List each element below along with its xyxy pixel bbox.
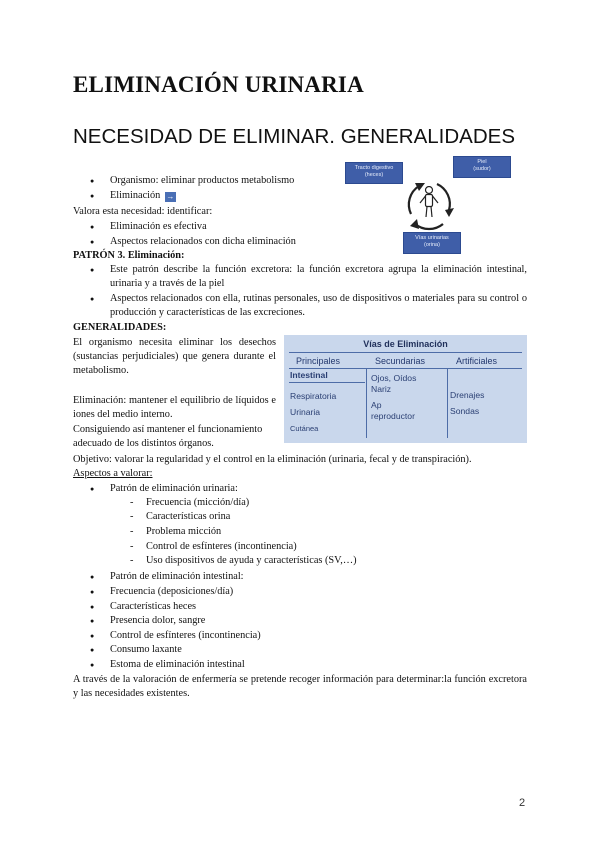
aspecto-bullet: ● Características heces [110, 600, 196, 614]
box-tracto-label: Tracto digestivo [354, 165, 394, 171]
patron-bullet: ● Este patrón describe la función excretora: la función excretora agrupa la eliminación intestinal, urinaria y a través de la piel [110, 263, 527, 291]
table-cell: Cutánea [290, 424, 319, 433]
aspecto-bullet: ● Estoma de eliminación intestinal [110, 658, 245, 672]
valora-bullet: ● Eliminación es efectiva [110, 220, 207, 234]
page-number: 2 [519, 797, 526, 809]
patron-bullet: ● Aspectos relacionados con ella, rutinas personales, uso de dispositivos o materiales para su control o producción y características de las excreciones. [110, 292, 527, 320]
aspecto-subitem: - Control de esfínteres (incontinencia) [146, 540, 297, 554]
table-cell: Respiratoria [290, 391, 337, 401]
box-vias-label: Vías urinarias [415, 235, 449, 241]
table-cell: Sondas [450, 406, 480, 416]
aspecto-bullet: ● Patrón de eliminación intestinal: [110, 570, 244, 584]
conclusion-paragraph: A través de la valoración de enfermería se pretende recoger información para determinar:la función excretora y las necesidades existentes. [73, 674, 527, 699]
table-rule [447, 368, 448, 438]
objetivo-text: Objetivo: valorar la regularidad y el control en la eliminación (urinaria, fecal y de transpiración). [73, 454, 472, 465]
arrow-right-icon: → [166, 192, 175, 201]
aspecto-subitem: - Frecuencia (micción/día) [146, 496, 249, 510]
patron-heading: PATRÓN 3. Eliminación: [73, 250, 185, 261]
table-cell: Ap [371, 400, 382, 410]
aspectos-heading: Aspectos a valorar: [73, 468, 153, 479]
aspecto-bullet: ● Presencia dolor, sangre [110, 614, 205, 628]
table-header: Artificiales [456, 356, 498, 366]
aspecto-bullet: ● Consumo laxante [110, 643, 182, 657]
box-piel-label: Piel [477, 159, 487, 165]
valora-bullet: ● Aspectos relacionados con dicha eliminación [110, 235, 296, 249]
table-cell: Urinaria [290, 407, 321, 417]
elimination-diagram [345, 152, 515, 252]
section-heading: NECESIDAD DE ELIMINAR. GENERALIDADES [73, 125, 515, 148]
table-cell: Intestinal [290, 370, 328, 380]
table-title: Vías de Eliminación [363, 339, 448, 349]
aspecto-subitem: - Problema micción [146, 525, 221, 539]
box-vias-sub: (orina) [424, 242, 440, 248]
table-cell: Nariz [371, 384, 392, 394]
document-title: ELIMINACIÓN URINARIA [73, 72, 364, 97]
generalidades-paragraph: Eliminación: mantener el equilibrio de líquidos e iones del medio interno. [73, 395, 276, 420]
aspecto-bullet: ● Frecuencia (deposiciones/día) [110, 585, 233, 599]
table-cell: Drenajes [450, 390, 485, 400]
box-piel-sub: (sudor) [473, 166, 491, 172]
box-piel [453, 156, 511, 178]
aspecto-subitem: - Características orina [146, 510, 230, 524]
box-tracto-digestivo [345, 162, 403, 184]
generalidades-heading: GENERALIDADES: [73, 322, 167, 333]
generalidades-paragraph: Consiguiendo así mantener el funcionamiento adecuado de los distintos órganos. [73, 424, 263, 449]
table-header: Principales [296, 356, 341, 366]
intro-bullet-text: Eliminación [110, 190, 161, 201]
box-tracto-sub: (heces) [364, 172, 384, 178]
person-icon [419, 186, 439, 218]
table-header: Secundarias [375, 356, 426, 366]
aspecto-bullet: ● Patrón de eliminación urinaria: [110, 482, 238, 496]
valora-text: Valora esta necesidad: identificar: [73, 206, 213, 217]
box-vias-urinarias [403, 232, 461, 254]
table-rule [289, 352, 522, 353]
aspecto-bullet: ● Control de esfínteres (incontinencia) [110, 629, 261, 643]
table-cell: reproductor [371, 411, 415, 421]
table-cell: Ojos, Oídos [371, 373, 417, 383]
vias-eliminacion-table [284, 335, 527, 443]
table-rule [366, 368, 367, 438]
generalidades-paragraph: El organismo necesita eliminar los desechos (sustancias perjudiciales) que genera durante el metabolismo. [73, 337, 276, 376]
aspecto-subitem: - Uso dispositivos de ayuda y características (SV,…) [146, 554, 357, 568]
table-rule [289, 368, 522, 369]
intro-bullet [110, 189, 176, 203]
intro-bullet: ● Organismo: eliminar productos metabolismo [110, 174, 294, 188]
table-rule [289, 382, 365, 383]
